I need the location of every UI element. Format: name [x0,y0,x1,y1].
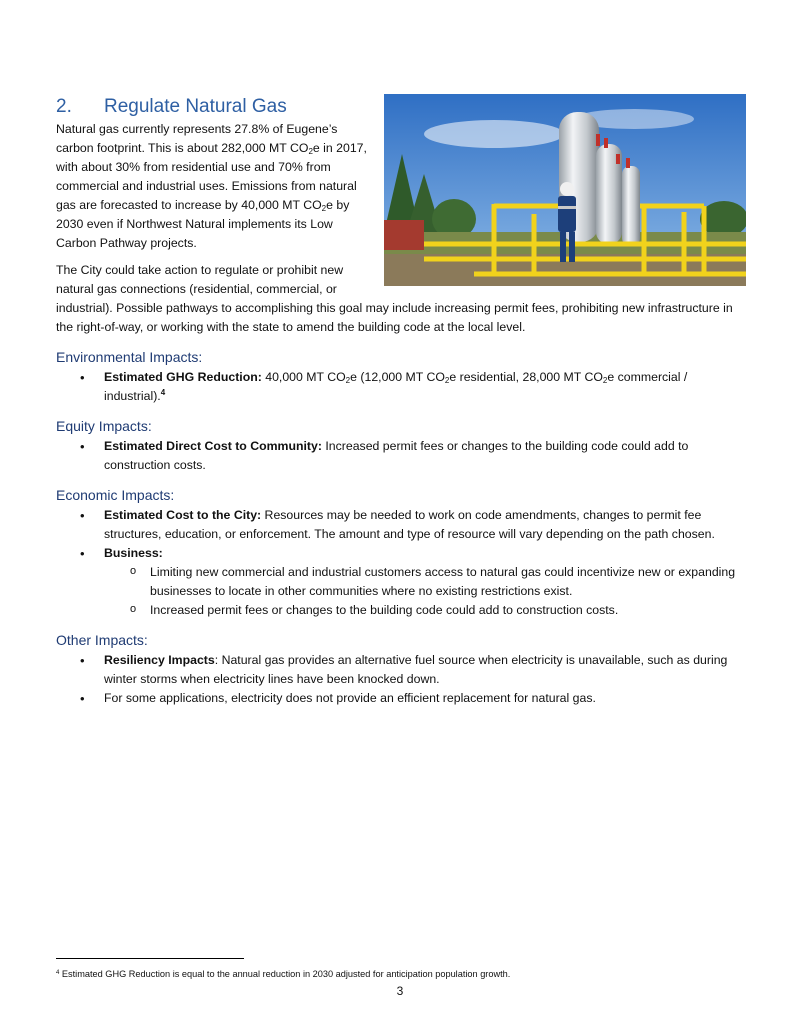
list-item [104,544,746,620]
item-label: Estimated Direct Cost to Community: [104,439,322,453]
environmental-impacts-list [56,368,746,406]
environmental-impacts-heading: Environmental Impacts: [56,349,203,365]
list-item [104,506,746,544]
economic-impacts-heading: Economic Impacts: [56,487,175,503]
section-number: 2. [56,96,72,117]
item-text: e residential, 28,000 MT CO [449,370,603,384]
list-item: • For some applications, electricity does not provide an efficient replacement for natural gas. [104,689,746,708]
footnote-text: Estimated GHG Reduction is equal to the annual reduction in 2030 adjusted for anticipation population growth. [59,969,511,979]
other-impacts-list [56,651,746,708]
item-text: e commercial / industrial). [104,370,688,403]
intro-p1-part-a: Natural gas currently represents 27.8% of Eugene’s carbon footprint. This is about 282,000 MT CO [56,122,338,155]
co2-subscript: 2 [308,147,313,156]
list-item [104,437,746,475]
item-text: e (12,000 MT CO [350,370,445,384]
footnote-divider [56,958,244,959]
sub-list-item: o Increased permit fees or changes to the building code could add to construction costs. [150,601,746,620]
co2-subscript: 2 [345,376,351,385]
item-label: Resiliency Impacts [104,653,215,667]
footnote [56,967,746,980]
sub-list-item: o Limiting new commercial and industrial customers access to natural gas could incentivize new or expanding businesses to locate in other communities where no existing restrictions exist. [150,563,746,601]
footnote-reference[interactable]: 4 [160,388,166,397]
item-label: Estimated Cost to the City: [104,508,262,522]
business-sub-list [104,563,746,620]
equity-impacts-heading: Equity Impacts: [56,418,152,434]
co2-subscript: 2 [444,376,450,385]
item-label: Estimated GHG Reduction: [104,370,262,384]
intro-p1-part-c: e by 2030 even if Northwest Natural implements its Low Carbon Pathway projects. [56,198,350,250]
item-label: Business: [104,546,163,560]
intro-paragraph-2: The City could take action to regulate or prohibit new natural gas connections (residential, commercial, or industrial). Possible pathways to accomplishing this goal may include increasing permit fees, prohibiting new infrastructure in the right-of-way, or working with the state to amend the building code at the local level. [56,263,733,334]
equity-impacts-list [56,437,746,475]
section-title-text: Regulate Natural Gas [104,96,287,117]
co2-subscript: 2 [602,376,608,385]
intro-p1-part-b: e in 2017, with about 30% from residential use and 70% from commercial and industrial uses. Emissions from natural gas are forecasted to increase by 40,000 MT CO [56,141,367,212]
item-text: Resources may be needed to work on code amendments, changes to permit fee structures, education, or enforcement. The amount and type of resource will vary depending on the path chosen. [104,508,715,541]
economic-impacts-list [56,506,746,620]
list-item [104,651,746,689]
page-number: 3 [396,984,404,998]
item-text: 40,000 MT CO [261,370,346,384]
list-item [104,368,746,406]
item-text: Increased permit fees or changes to the building code could add to construction costs. [104,439,689,472]
other-impacts-heading: Other Impacts: [56,632,148,648]
natural-gas-facility-photo [384,94,746,286]
page-content [56,94,746,708]
footnote-mark: 4 [56,970,60,976]
item-text: : Natural gas provides an alternative fuel source when electricity is unavailable, such as during winter storms when electricity lines have been knocked down. [104,653,728,686]
co2-subscript: 2 [321,204,327,213]
